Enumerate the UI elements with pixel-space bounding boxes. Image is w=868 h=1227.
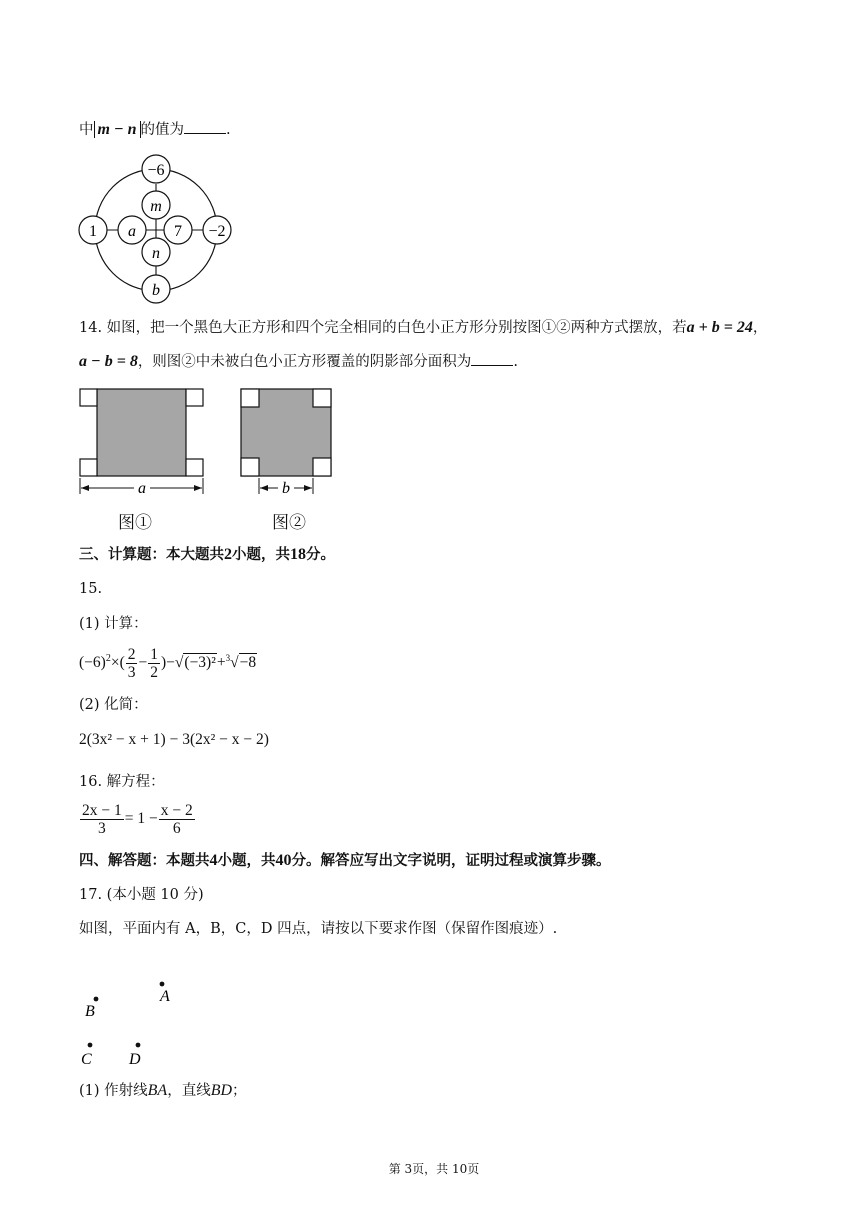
ray-ba: BA	[147, 1082, 168, 1099]
small-square	[186, 389, 203, 406]
q13-answer-blank	[184, 120, 226, 134]
page-footer: 第 3页，共 10页	[388, 1162, 480, 1176]
arrow-left-icon	[260, 485, 268, 491]
arrow-right-icon	[304, 485, 312, 491]
cbrt-radicand: −8	[239, 654, 257, 672]
section3-mid: 小题，共	[232, 546, 290, 563]
q13-abs-expression: m − n	[94, 121, 141, 138]
circle-right-label: −2	[208, 223, 226, 240]
q14-figure-1	[76, 384, 211, 499]
q17-part1-prefix: (1) 作射线	[79, 1083, 148, 1099]
q14-line-1	[79, 318, 767, 338]
section3-prefix: 三、计算题：本大题共	[79, 546, 224, 563]
rhs-fraction	[159, 802, 195, 837]
fig1-dimension-label: a	[138, 480, 146, 497]
frac-denominator: 3	[127, 664, 136, 681]
frac-denominator: 2	[150, 664, 158, 681]
point-c-label: C	[81, 1051, 92, 1068]
circle-right	[203, 216, 231, 244]
point-b	[94, 997, 99, 1002]
lhs-denominator: 3	[98, 820, 106, 837]
section4-mid: 小题，共	[217, 852, 276, 869]
circle-top	[142, 155, 170, 183]
circle-left	[79, 216, 107, 244]
q17-part1-end: ；	[232, 1083, 247, 1099]
sqrt-icon: √	[174, 654, 184, 672]
expr1-times: ×(	[110, 654, 125, 672]
lhs-fraction	[80, 802, 124, 837]
circle-bottom	[142, 275, 170, 303]
fraction-2-3	[126, 646, 138, 681]
circle-top-label: −6	[147, 162, 165, 179]
section-3-heading	[79, 545, 335, 565]
section-4-heading	[79, 851, 611, 871]
circle-upper-mid-label: m	[150, 198, 162, 215]
small-square	[313, 389, 331, 407]
q13-end: .	[226, 122, 231, 138]
fig2-caption: 图②	[272, 513, 306, 533]
small-square	[80, 459, 97, 476]
q17-part1	[79, 1081, 247, 1101]
small-square	[80, 389, 97, 406]
cbrt-icon: √	[230, 654, 239, 672]
q16-text: 16. 解方程：	[79, 774, 165, 790]
circle-left-label: 1	[89, 223, 97, 240]
fraction-1-2	[148, 646, 160, 681]
q17-points-figure	[76, 975, 186, 1070]
section3-suffix: 分。	[306, 546, 335, 563]
rhs-denominator: 6	[172, 820, 181, 837]
q15-part2-label: (2) 化简：	[79, 697, 148, 713]
q15-number: 15.	[79, 581, 103, 597]
circle-lower-mid-label: n	[152, 245, 160, 262]
circle-center-right-label: 7	[174, 223, 182, 240]
section4-points: 40	[275, 852, 292, 869]
arrow-left-icon	[81, 485, 89, 491]
q16-equation	[79, 802, 196, 837]
small-square	[313, 458, 331, 476]
frac-numerator: 2	[127, 646, 136, 663]
q14-text: 14. 如图，把一个黑色大正方形和四个完全相同的白色小正方形分别按图①②两种方式摆放，若	[79, 320, 687, 336]
point-d	[136, 1043, 141, 1048]
section3-count: 2	[224, 546, 232, 563]
q15-part1-label: (1) 计算：	[79, 616, 148, 632]
lhs-numerator: 2x − 1	[82, 802, 122, 819]
large-square-fig1	[97, 389, 186, 476]
small-square	[241, 458, 259, 476]
sqrt-radicand: (−3)²	[184, 654, 216, 672]
circle-center-left	[118, 216, 146, 244]
q14-end: .	[513, 354, 518, 370]
q14-comma: ，	[752, 320, 768, 336]
circle-center-right	[164, 216, 192, 244]
point-a-label: A	[160, 988, 170, 1005]
rhs-numerator: x − 2	[160, 802, 193, 819]
q13-circle-figure	[76, 152, 236, 304]
q17-header: 17. (本小题 10 分)	[79, 887, 204, 903]
expr1-minus: −	[138, 654, 148, 672]
q14-condition-1: a + b = 24	[686, 319, 753, 336]
q13-prefix: 中	[79, 122, 94, 138]
arrow-right-icon	[194, 485, 202, 491]
cbrt-index: 3	[225, 652, 231, 663]
circle-bottom-label: b	[152, 282, 160, 299]
point-c	[88, 1043, 93, 1048]
frac-numerator: 1	[150, 646, 158, 663]
q14-answer-blank	[471, 352, 513, 366]
q15-expression-1	[79, 646, 257, 681]
fig2-dimension-label: b	[282, 480, 290, 497]
small-square	[186, 459, 203, 476]
line-bd: BD	[210, 1082, 233, 1099]
circle-center-left-label: a	[128, 223, 136, 240]
small-square	[241, 389, 259, 407]
circle-upper-mid	[142, 191, 170, 219]
fig1-caption: 图①	[118, 513, 152, 533]
q17-part1-mid: ，直线	[167, 1083, 211, 1099]
q17-instruction: 如图，平面内有 A，B，C，D 四点，请按以下要求作图（保留作图痕迹）.	[79, 921, 558, 937]
point-a	[160, 982, 165, 987]
section4-suffix: 分。解答应写出文字说明，证明过程或演算步骤。	[291, 852, 611, 869]
expr1-plus: +	[216, 654, 226, 672]
q14-line-2	[79, 352, 518, 372]
expr1-exponent: 2	[105, 652, 111, 664]
point-d-label: D	[129, 1051, 141, 1068]
q13-question-line	[79, 120, 231, 140]
q14-figure-2	[238, 384, 338, 499]
expr1-close: )−	[160, 654, 175, 672]
q13-suffix: 的值为	[140, 122, 185, 138]
section3-points: 18	[290, 546, 306, 563]
equals-one-minus: = 1 −	[124, 810, 158, 828]
q15-expression-2: 2(3x² − x + 1) − 3(2x² − x − 2)	[79, 731, 269, 748]
q14-condition-2: a − b = 8	[79, 353, 138, 370]
expr1-base: (−6)	[79, 654, 106, 672]
point-b-label: B	[85, 1003, 95, 1020]
circle-lower-mid	[142, 238, 170, 266]
q14-text-2: ，则图②中未被白色小正方形覆盖的阴影部分面积为	[137, 354, 472, 370]
section4-count: 4	[209, 852, 218, 869]
section4-prefix: 四、解答题：本题共	[79, 852, 210, 869]
